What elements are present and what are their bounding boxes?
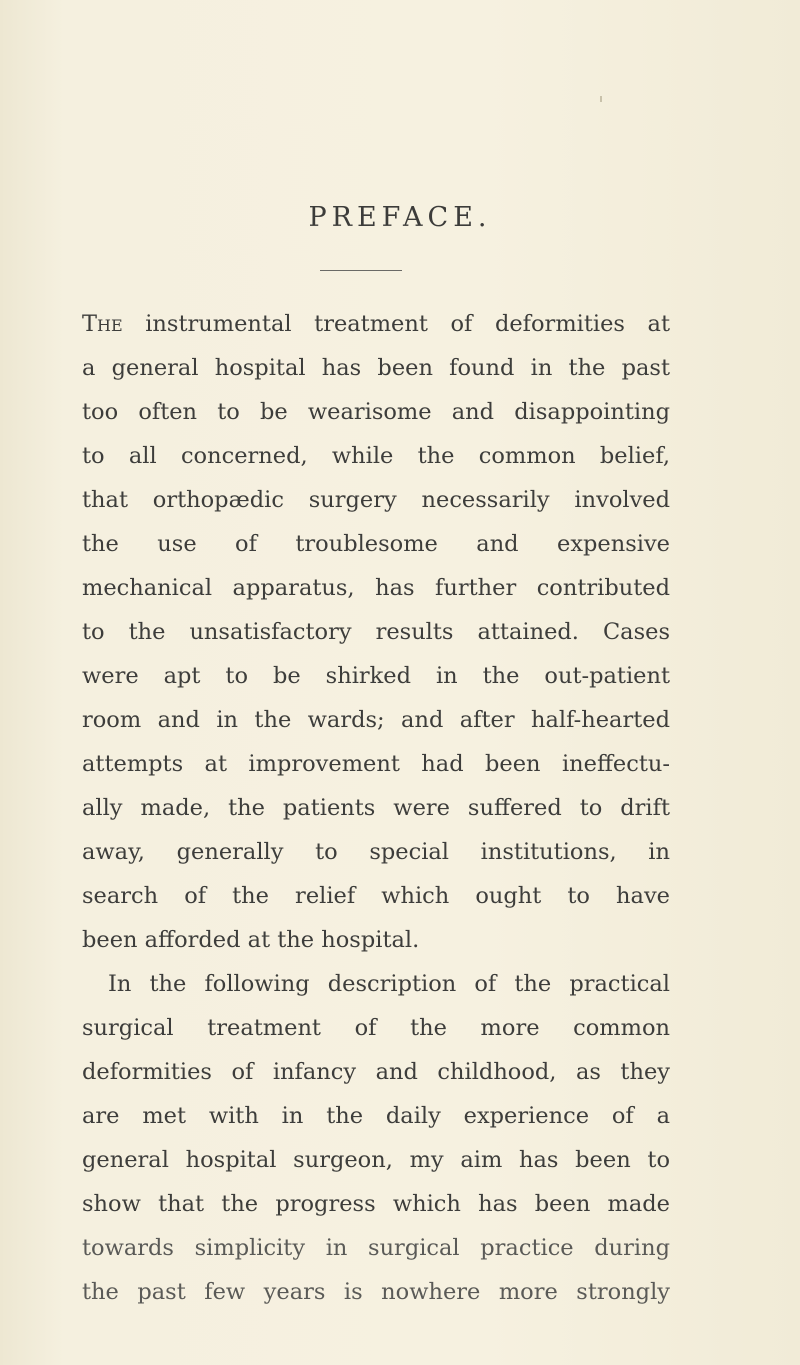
text-line: surgical treatment of the more common [82,1015,670,1041]
preface-text [82,302,670,1314]
text-line: ally made, the patients were suffered to drift [82,795,670,821]
page-title: PREFACE. [308,202,492,233]
text-line: In the following description of the practical [108,971,670,997]
lead-word: The [82,311,123,337]
text-line: to the unsatisfactory results attained. Cases [82,619,670,645]
text-line: are met with in the daily experience of a [82,1103,670,1129]
text-line: attempts at improvement had been ineffectu- [82,751,670,777]
text-line: mechanical apparatus, has further contributed [82,575,670,601]
text-line: to all concerned, while the common belief, [82,443,670,469]
text-line: general hospital surgeon, my aim has been to [82,1147,670,1173]
text-line: a general hospital has been found in the past [82,355,670,381]
text-line: that orthopædic surgery necessarily involved [82,487,670,513]
text-line: too often to be wearisome and disappointing [82,399,670,425]
text-line: search of the relief which ought to have [82,883,670,909]
text-line: deformities of infancy and childhood, as they [82,1059,670,1085]
text-line: were apt to be shirked in the out-patient [82,663,670,689]
text-line: towards simplicity in surgical practice during [82,1235,670,1261]
text-line: show that the progress which has been made [82,1191,670,1217]
text-line: been afforded at the hospital. [82,927,420,953]
text-line: the use of troublesome and expensive [82,531,670,557]
text-line: away, generally to special institutions, in [82,839,670,865]
text-line: the past few years is nowhere more strongly [82,1279,670,1305]
text-line [82,302,670,346]
paper-speck [600,96,602,102]
title-rule [320,270,402,271]
line-text: instrumental treatment of deformities at [122,311,670,337]
text-line: room and in the wards; and after half-hearted [82,707,670,733]
